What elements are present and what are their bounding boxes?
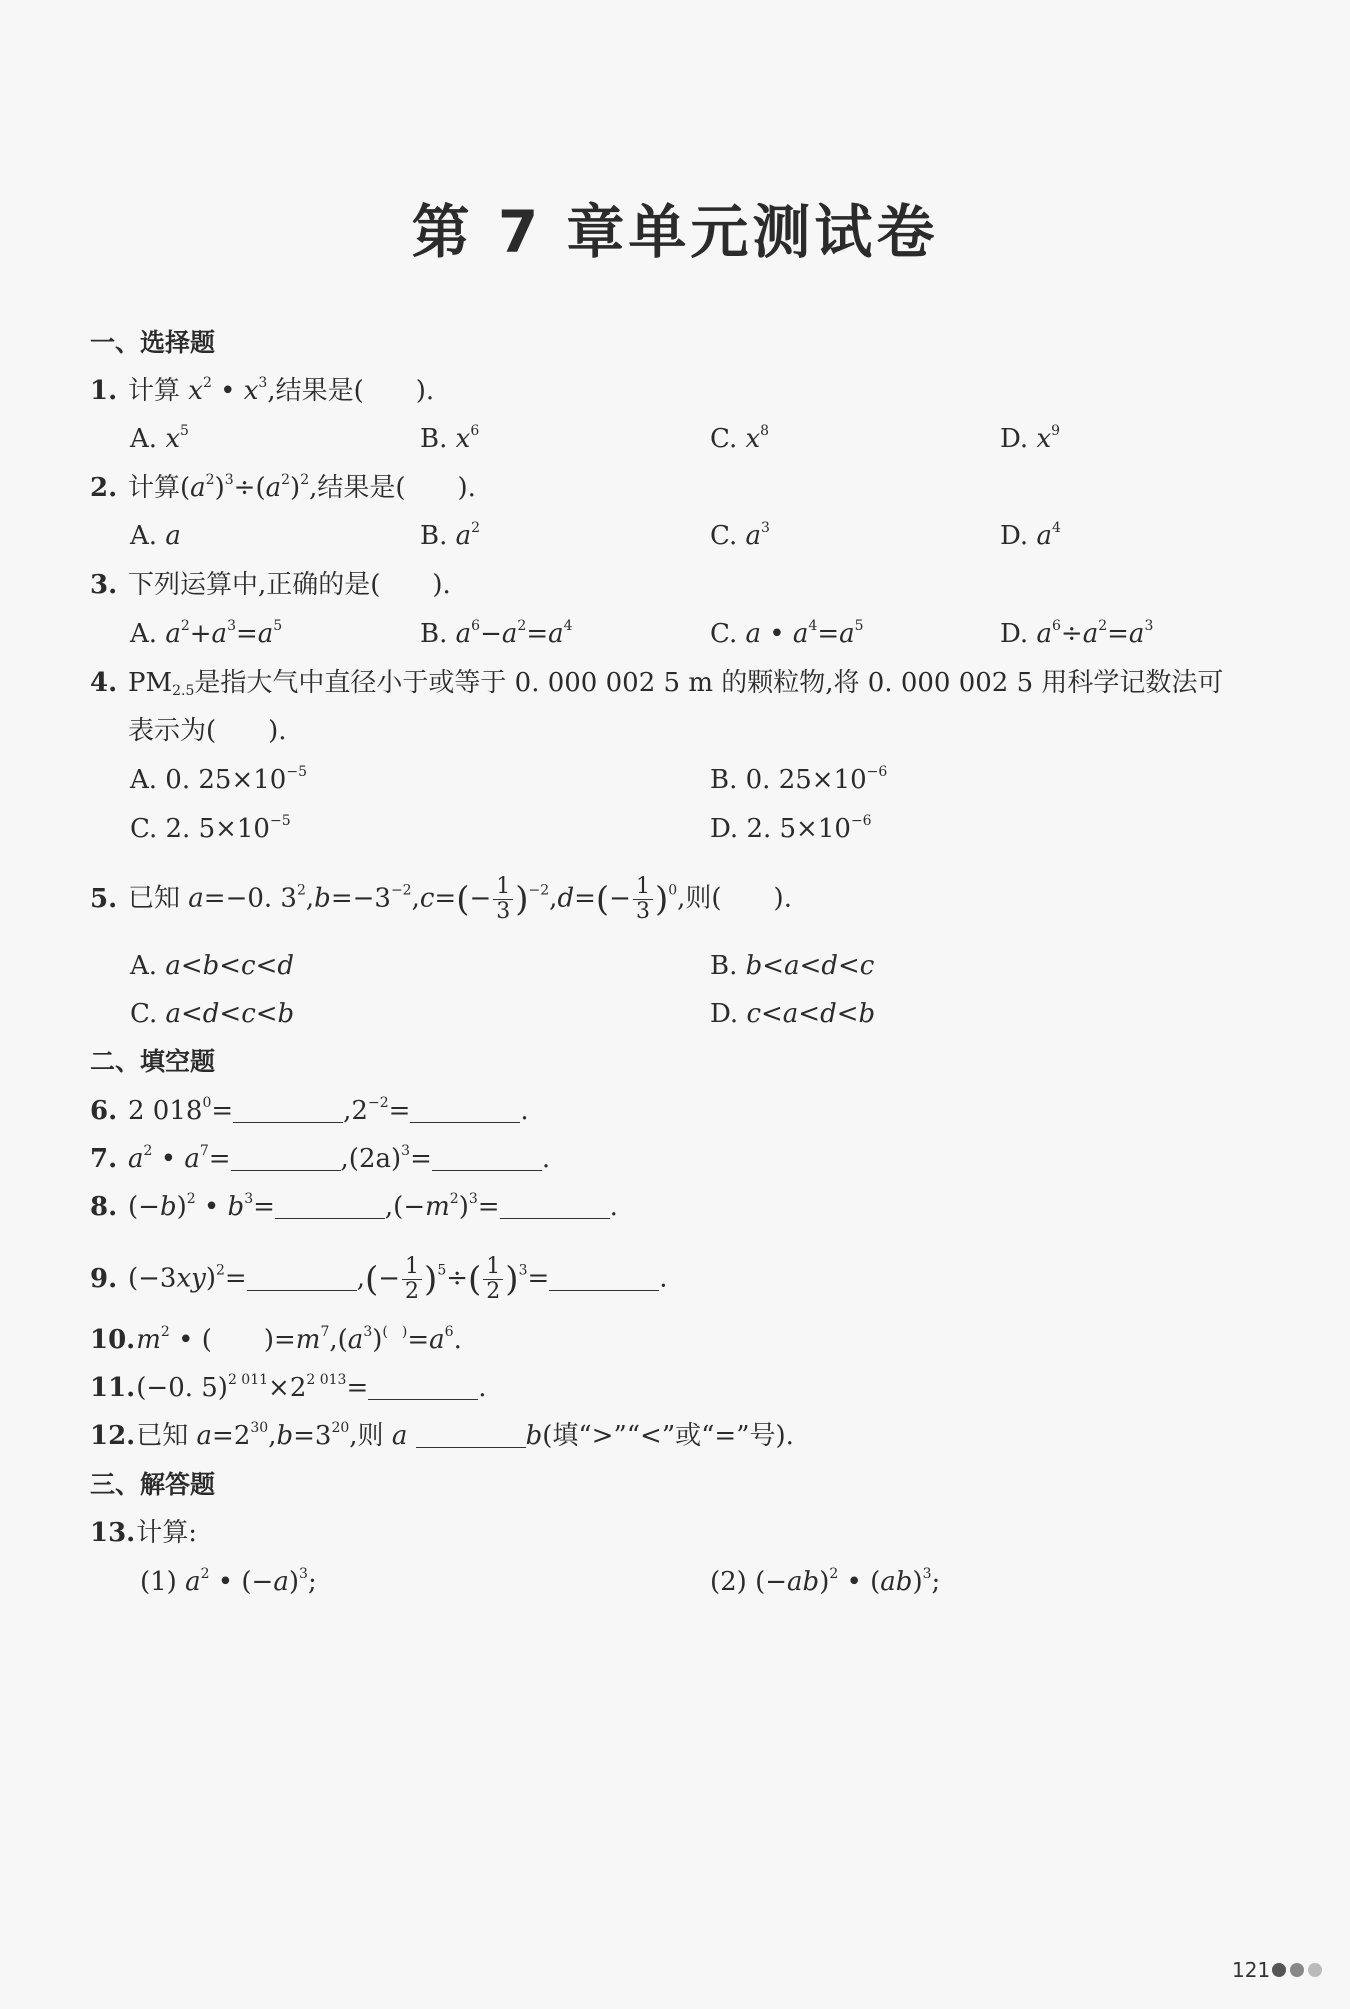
- page-dot-icon: [1308, 1963, 1322, 1977]
- question-number: 7.: [90, 1144, 118, 1174]
- answer-blank[interactable]: [233, 1100, 343, 1123]
- page-title: 第 7 章单元测试卷: [411, 198, 939, 266]
- answer-blank[interactable]: [416, 1425, 526, 1448]
- question-10: 10. $m^2$ • ( )$=m^7,(a^3)^{( )}=a^6$.: [90, 1322, 462, 1358]
- question-number: 12.: [90, 1421, 136, 1451]
- q1-text-end: ,结果是( ).: [267, 376, 435, 406]
- question-6: 6. 2 $018^0= ,2^{-2}=$ .: [90, 1093, 529, 1129]
- q5-option-b: B. b<a<d<c: [710, 951, 875, 981]
- q4-option-d: D. 2. $5\times 10^{-6}$: [710, 813, 872, 844]
- q2-option-d: D. $a^4$: [1000, 520, 1061, 551]
- q1-text: 计算: [128, 376, 189, 406]
- question-4: 4. $PM_{2.5}$是指大气中直径小于或等于 0. 000 002 5 m 的颗粒物,将 0. 000 002 5 用科学记数法可: [90, 665, 1223, 701]
- q2-option-c: C. $a^3$: [710, 520, 770, 551]
- question-11: 11. (−0. $5)^{2 011}\times 2^{2 013}=$ .: [90, 1370, 487, 1406]
- q4-option-c: C. 2. $5\times 10^{-5}$: [130, 813, 291, 844]
- answer-blank[interactable]: [368, 1377, 478, 1400]
- question-8: 8. $(-b)^2$ • $b^3= ,(-m^2)^3=$ .: [90, 1189, 618, 1225]
- q5-option-c: C. a<d<c<b: [130, 999, 295, 1029]
- q5-option-a: A. a<b<c<d: [130, 951, 295, 981]
- question-3: 3. 下列运算中,正确的是( ).: [90, 567, 451, 603]
- question-4-cont: 表示为( ).: [128, 716, 287, 746]
- answer-blank[interactable]: [275, 1196, 385, 1219]
- q2-option-a: A. a: [130, 521, 181, 551]
- q1-option-a: A. $x^5$: [130, 423, 189, 454]
- question-number: 11.: [90, 1373, 136, 1403]
- q4-option-a: A. 0. $25\times 10^{-5}$: [130, 764, 307, 795]
- section-heading-answer: 三、解答题: [90, 1470, 216, 1499]
- question-number: 4.: [90, 668, 118, 698]
- q1-var-x: x: [188, 376, 203, 406]
- q13-part-2: (2) $(-ab)^2$ • (ab)$^3$;: [710, 1566, 941, 1597]
- question-number: 13.: [90, 1518, 136, 1548]
- question-12: 12. 已知 $a=2^{30},b=3^{20}$,则 a b(填“>”“<”或“=”号).: [90, 1418, 794, 1454]
- q1-option-b: B. $x^6$: [420, 423, 480, 454]
- question-number: 8.: [90, 1192, 118, 1222]
- question-number: 10.: [90, 1325, 136, 1355]
- page-dot-icon: [1290, 1963, 1304, 1977]
- question-number: 6.: [90, 1096, 118, 1126]
- question-1: 1. 计算 $x^2$ • $x^3$,结果是( ).: [90, 373, 434, 409]
- q3-option-c: C. a • $a^4=a^5$: [710, 618, 864, 649]
- question-9: 9. $(-3xy)^2=$ ,(− $\frac{1}{2}$ )$^5$÷( $\frac{1}{2}$ )$^3$= .: [90, 1254, 668, 1304]
- question-number: 1.: [90, 376, 118, 406]
- answer-blank[interactable]: [549, 1268, 659, 1291]
- answer-blank[interactable]: [410, 1100, 520, 1123]
- question-2: 2. 计算$(a^2)^3\div(a^2)^2$,结果是( ).: [90, 470, 476, 506]
- q2-option-b: B. $a^2$: [420, 520, 481, 551]
- answer-blank[interactable]: [500, 1196, 610, 1219]
- page-dot-icon: [1272, 1963, 1286, 1977]
- q5-option-d: D. c<a<d<b: [710, 999, 876, 1029]
- answer-blank[interactable]: [432, 1148, 542, 1171]
- section-heading-fill: 二、填空题: [90, 1047, 216, 1076]
- question-number: 5.: [90, 883, 118, 914]
- fraction-one-third: $\frac{1}{3}$: [493, 875, 513, 924]
- question-13: 13. 计算:: [90, 1515, 197, 1551]
- q4-option-b: B. 0. $25\times 10^{-6}$: [710, 764, 888, 795]
- q13-part-1: (1) $a^2$ • $(-a)^3$;: [140, 1566, 317, 1597]
- section-heading-choice: 一、选择题: [90, 328, 216, 357]
- question-number: 2.: [90, 473, 118, 503]
- question-number: 3.: [90, 570, 118, 600]
- q3-option-a: A. $a^2+a^3=a^5$: [130, 618, 283, 649]
- q1-option-d: D. $x^9$: [1000, 423, 1061, 454]
- answer-blank[interactable]: [247, 1268, 357, 1291]
- question-7: 7. $a^2$ • $a^7= ,(2a)^3=$ .: [90, 1141, 550, 1177]
- q3-option-d: D. $a^6\div a^2=a^3$: [1000, 618, 1154, 649]
- q1-option-c: C. $x^8$: [710, 423, 770, 454]
- question-5: 5. 已知 a=−0. $3^2,b=-3^{-2},c=(-$ $\frac{1}{3}$ )$^{-2}$,d=(− $\frac{1}{3}$ )$^0$,则( ).: [90, 874, 792, 924]
- answer-blank[interactable]: [231, 1148, 341, 1171]
- question-number: 9.: [90, 1263, 118, 1294]
- q3-option-b: B. $a^6-a^2=a^4$: [420, 618, 573, 649]
- page-number: 121: [1232, 1958, 1271, 1982]
